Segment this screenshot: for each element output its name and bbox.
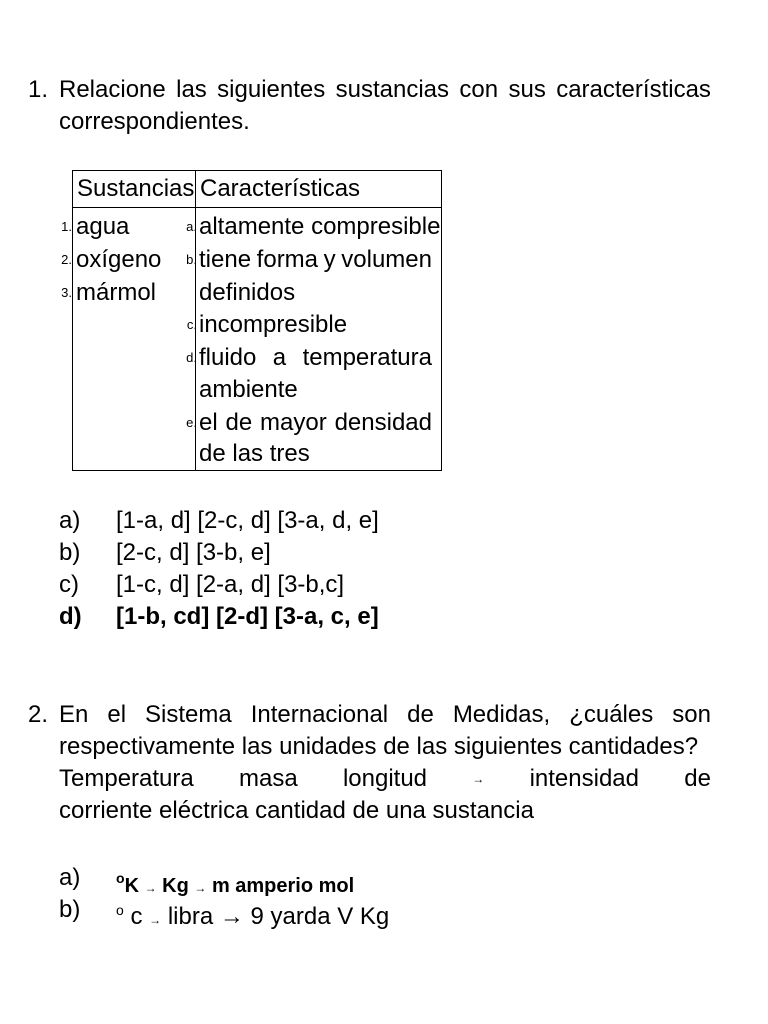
degree-symbol: o bbox=[116, 870, 125, 886]
char-word: y bbox=[323, 246, 336, 273]
characteristic-marker: a. bbox=[186, 219, 197, 234]
question-2-line-3 bbox=[59, 763, 711, 795]
arrow-icon: → bbox=[472, 772, 485, 786]
char-word: temperatura bbox=[302, 344, 432, 371]
char-word: tiene bbox=[199, 246, 252, 273]
substance-label: mármol bbox=[76, 279, 157, 306]
option-letter: c) bbox=[59, 571, 79, 598]
characteristic-label: altamente compresible bbox=[199, 213, 441, 240]
q1-word: Relacione bbox=[59, 76, 166, 103]
option-text: [1-a, d] [2-c, d] [3-a, d, e] bbox=[116, 507, 379, 534]
table-header-divider bbox=[73, 207, 441, 208]
option-letter: b) bbox=[59, 539, 81, 566]
characteristic-label: incompresible bbox=[199, 311, 348, 338]
characteristic-marker: c. bbox=[186, 317, 197, 332]
substance-marker: 2. bbox=[61, 252, 72, 267]
option-letter: d) bbox=[59, 603, 82, 630]
characteristic-marker: d. bbox=[186, 350, 197, 365]
q2-word: Medidas, bbox=[452, 701, 551, 728]
option-letter: a) bbox=[59, 864, 81, 891]
question-2-number: 2. bbox=[28, 701, 49, 728]
option-letter: a) bbox=[59, 507, 81, 534]
q1-word: sustancias bbox=[335, 76, 450, 103]
substance-marker: 3. bbox=[61, 285, 72, 300]
option-text: [1-c, d] [2-a, d] [3-b,c] bbox=[116, 571, 345, 598]
matching-table bbox=[61, 170, 442, 471]
unit: K bbox=[124, 875, 140, 897]
question-2-line-2: respectivamente las unidades de las siguientes cantidades? bbox=[59, 733, 699, 760]
q1-word: con bbox=[459, 76, 499, 103]
unit: libra bbox=[167, 903, 214, 930]
q2-word: Sistema bbox=[145, 701, 232, 728]
q2-word: Temperatura bbox=[59, 765, 194, 792]
unit: m amperio mol bbox=[211, 875, 355, 897]
q2-word: longitud bbox=[342, 765, 428, 792]
char-word: volumen bbox=[341, 246, 432, 273]
arrow-icon: → bbox=[194, 881, 207, 895]
option-text bbox=[116, 894, 389, 936]
q1-word: siguientes bbox=[217, 76, 326, 103]
question-1-line-1 bbox=[59, 74, 711, 106]
question-2-line-1 bbox=[59, 699, 711, 731]
q2-word: En bbox=[59, 701, 89, 728]
q2-word: de bbox=[407, 701, 434, 728]
question-2-line-4: corriente eléctrica cantidad de una sustancia bbox=[59, 797, 534, 824]
char-word: densidad bbox=[334, 409, 432, 436]
characteristic-label-continued: definidos bbox=[199, 279, 296, 306]
table-header-substances: Sustancias bbox=[77, 175, 195, 202]
substance-marker: 1. bbox=[61, 219, 72, 234]
substance-label: oxígeno bbox=[76, 246, 162, 273]
question-1-text bbox=[59, 74, 711, 138]
option-text: [1-b, cd] [2-d] [3-a, c, e] bbox=[116, 603, 379, 630]
question-1-number: 1. bbox=[28, 76, 49, 103]
characteristic-label-continued: de las tres bbox=[199, 440, 310, 467]
q2-word: el bbox=[107, 701, 127, 728]
characteristic-label-continued: ambiente bbox=[199, 376, 298, 403]
q2-word: masa bbox=[239, 765, 298, 792]
q2-word: son bbox=[672, 701, 711, 728]
char-word: el bbox=[199, 409, 218, 436]
option-letter: b) bbox=[59, 896, 81, 923]
characteristic-label bbox=[199, 244, 432, 276]
arrow-icon: → bbox=[144, 881, 157, 895]
table-header-characteristics: Características bbox=[200, 175, 361, 202]
unit: 9 yarda V Kg bbox=[250, 903, 390, 930]
characteristic-marker: b. bbox=[186, 252, 197, 267]
q2-word: Internacional bbox=[250, 701, 389, 728]
characteristic-marker: e. bbox=[186, 415, 197, 430]
char-word: a bbox=[272, 344, 287, 371]
question-2 bbox=[28, 699, 711, 827]
q1-word: sus bbox=[508, 76, 546, 103]
q2-word: intensidad bbox=[529, 765, 639, 792]
question-1 bbox=[28, 74, 711, 138]
q2-word: de bbox=[684, 765, 711, 792]
char-word: mayor bbox=[260, 409, 327, 436]
q2-word: ¿cuáles bbox=[569, 701, 654, 728]
question-1-line-2: correspondientes. bbox=[59, 108, 250, 135]
char-word: forma bbox=[256, 246, 319, 273]
characteristic-label bbox=[199, 407, 432, 439]
char-word: de bbox=[225, 409, 253, 436]
q1-word: características bbox=[556, 76, 711, 103]
option-text: [2-c, d] [3-b, e] bbox=[116, 539, 271, 566]
q1-word: las bbox=[176, 76, 207, 103]
degree-symbol: o bbox=[116, 902, 124, 918]
question-2-text bbox=[59, 699, 711, 827]
unit: c bbox=[130, 903, 143, 930]
char-word: fluido bbox=[199, 344, 257, 371]
unit: Kg bbox=[162, 875, 189, 897]
arrow-icon: → bbox=[219, 903, 244, 930]
characteristic-label bbox=[199, 342, 432, 374]
arrow-icon: → bbox=[149, 913, 162, 927]
substance-label: agua bbox=[76, 213, 130, 240]
